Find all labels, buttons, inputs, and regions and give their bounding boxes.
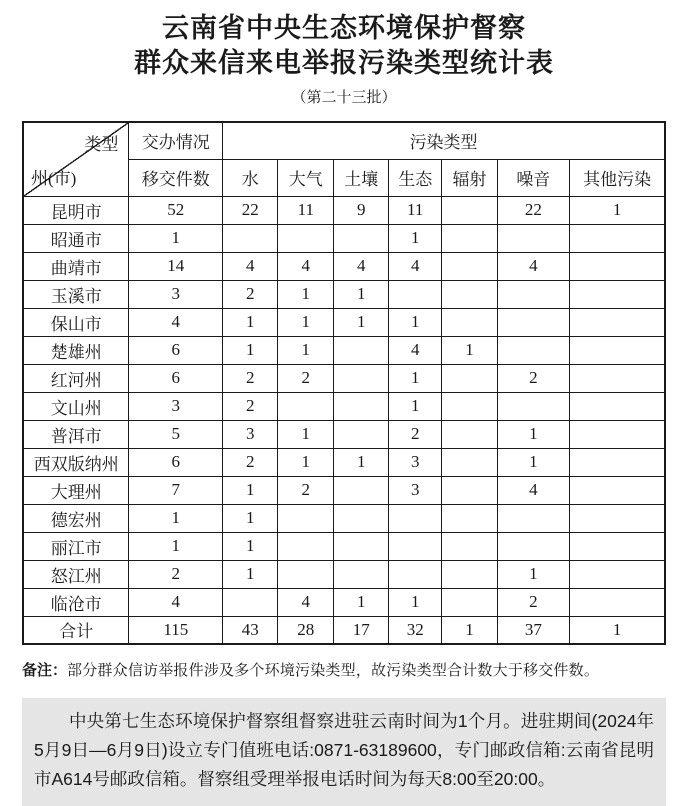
- value-cell: [278, 560, 334, 588]
- page-title-line-1: 云南省中央生态环境保护督察: [162, 13, 526, 43]
- value-cell: [442, 532, 498, 560]
- value-cell: [389, 560, 442, 588]
- region-cell: 西双版纳州: [23, 448, 129, 476]
- value-cell: 2: [129, 560, 223, 588]
- value-cell: [442, 448, 498, 476]
- value-cell: 2: [278, 476, 334, 504]
- value-cell: [569, 420, 665, 448]
- region-cell: 玉溪市: [23, 280, 129, 308]
- column-header-water: 水: [223, 159, 278, 196]
- value-cell: 1: [334, 588, 389, 616]
- value-cell: 1: [223, 476, 278, 504]
- region-cell: 昆明市: [23, 196, 129, 224]
- value-cell: [334, 476, 389, 504]
- value-cell: [569, 588, 665, 616]
- value-cell: 3: [129, 392, 223, 420]
- column-header-radiation: 辐射: [442, 159, 498, 196]
- value-cell: [569, 336, 665, 364]
- region-cell: 合计: [23, 616, 129, 644]
- column-header-air: 大气: [278, 159, 334, 196]
- value-cell: 6: [129, 364, 223, 392]
- table-row: [23, 448, 665, 476]
- value-cell: [569, 252, 665, 280]
- value-cell: 2: [223, 364, 278, 392]
- value-cell: 2: [223, 280, 278, 308]
- value-cell: 1: [334, 280, 389, 308]
- value-cell: [497, 336, 569, 364]
- value-cell: 4: [223, 252, 278, 280]
- value-cell: [389, 532, 442, 560]
- table-row: [23, 504, 665, 532]
- value-cell: 1: [223, 532, 278, 560]
- region-cell: 红河州: [23, 364, 129, 392]
- value-cell: 5: [129, 420, 223, 448]
- value-cell: 3: [389, 448, 442, 476]
- value-cell: 1: [223, 560, 278, 588]
- value-cell: 115: [129, 616, 223, 644]
- value-cell: [497, 224, 569, 252]
- region-cell: 丽江市: [23, 532, 129, 560]
- value-cell: 1: [278, 280, 334, 308]
- value-cell: 2: [389, 420, 442, 448]
- value-cell: 22: [223, 196, 278, 224]
- value-cell: 4: [129, 308, 223, 336]
- value-cell: 3: [223, 420, 278, 448]
- value-cell: 1: [278, 336, 334, 364]
- value-cell: 17: [334, 616, 389, 644]
- value-cell: [223, 588, 278, 616]
- pollution-stats-table: [22, 121, 666, 645]
- value-cell: 1: [129, 224, 223, 252]
- value-cell: 1: [569, 196, 665, 224]
- value-cell: 1: [129, 504, 223, 532]
- value-cell: [442, 308, 498, 336]
- value-cell: [278, 532, 334, 560]
- table-row: [23, 280, 665, 308]
- value-cell: [334, 420, 389, 448]
- remark-text: 部分群众信访举报件涉及多个环境污染类型，故污染类型合计数大于移交件数。: [67, 661, 600, 679]
- value-cell: [389, 280, 442, 308]
- value-cell: 52: [129, 196, 223, 224]
- value-cell: 4: [389, 252, 442, 280]
- value-cell: [497, 504, 569, 532]
- value-cell: [334, 224, 389, 252]
- value-cell: [334, 504, 389, 532]
- value-cell: [569, 308, 665, 336]
- region-cell: 临沧市: [23, 588, 129, 616]
- value-cell: 1: [497, 420, 569, 448]
- value-cell: [569, 532, 665, 560]
- value-cell: [334, 336, 389, 364]
- value-cell: 1: [223, 336, 278, 364]
- value-cell: 4: [278, 588, 334, 616]
- value-cell: [442, 196, 498, 224]
- page-subtitle: （第二十三批）: [291, 88, 397, 106]
- value-cell: 2: [223, 392, 278, 420]
- value-cell: [569, 560, 665, 588]
- region-cell: 大理州: [23, 476, 129, 504]
- remark-label: 备注：: [22, 662, 68, 679]
- corner-cell: [23, 122, 129, 196]
- table-row: [23, 532, 665, 560]
- value-cell: [569, 280, 665, 308]
- table-row: [23, 224, 665, 252]
- table-row: [23, 392, 665, 420]
- region-cell: 楚雄州: [23, 336, 129, 364]
- value-cell: 4: [497, 476, 569, 504]
- value-cell: 2: [497, 364, 569, 392]
- value-cell: 1: [334, 448, 389, 476]
- region-cell: 普洱市: [23, 420, 129, 448]
- value-cell: 3: [389, 476, 442, 504]
- value-cell: 1: [497, 560, 569, 588]
- table-row: [23, 476, 665, 504]
- remark-line: [22, 660, 666, 681]
- value-cell: [442, 364, 498, 392]
- value-cell: 11: [389, 196, 442, 224]
- value-cell: 3: [129, 280, 223, 308]
- table-row: [23, 588, 665, 616]
- value-cell: 1: [223, 504, 278, 532]
- value-cell: 11: [278, 196, 334, 224]
- table-row: [23, 560, 665, 588]
- value-cell: [442, 504, 498, 532]
- value-cell: [442, 476, 498, 504]
- table-row: [23, 196, 665, 224]
- value-cell: [442, 392, 498, 420]
- table-row: [23, 308, 665, 336]
- value-cell: 1: [129, 532, 223, 560]
- group-header-pollution-type: 污染类型: [223, 122, 665, 159]
- value-cell: [334, 392, 389, 420]
- value-cell: [497, 280, 569, 308]
- value-cell: [442, 280, 498, 308]
- page-title-line-2: 群众来信来电举报污染类型统计表: [134, 48, 554, 78]
- value-cell: 1: [389, 224, 442, 252]
- table-row: [23, 336, 665, 364]
- table-header: [23, 122, 665, 196]
- region-cell: 怒江州: [23, 560, 129, 588]
- value-cell: 4: [278, 252, 334, 280]
- title-block: [0, 0, 688, 107]
- value-cell: 2: [497, 588, 569, 616]
- value-cell: [569, 224, 665, 252]
- value-cell: 1: [278, 308, 334, 336]
- region-cell: 文山州: [23, 392, 129, 420]
- region-cell: 昭通市: [23, 224, 129, 252]
- value-cell: [334, 560, 389, 588]
- value-cell: 7: [129, 476, 223, 504]
- value-cell: 14: [129, 252, 223, 280]
- value-cell: 4: [389, 336, 442, 364]
- column-header-other: 其他污染: [569, 159, 665, 196]
- value-cell: 2: [223, 448, 278, 476]
- value-cell: 1: [497, 448, 569, 476]
- value-cell: [278, 224, 334, 252]
- value-cell: 1: [334, 308, 389, 336]
- value-cell: 1: [389, 308, 442, 336]
- column-header-soil: 土壤: [334, 159, 389, 196]
- value-cell: 6: [129, 336, 223, 364]
- value-cell: 1: [442, 336, 498, 364]
- value-cell: [278, 392, 334, 420]
- value-cell: [442, 224, 498, 252]
- corner-label-type: 类型: [84, 135, 119, 154]
- value-cell: [497, 308, 569, 336]
- value-cell: [497, 532, 569, 560]
- value-cell: [389, 504, 442, 532]
- corner-label-region: 州(市): [31, 168, 77, 188]
- value-cell: 1: [278, 420, 334, 448]
- value-cell: 1: [569, 616, 665, 644]
- value-cell: [223, 224, 278, 252]
- value-cell: 22: [497, 196, 569, 224]
- table-row: [23, 364, 665, 392]
- value-cell: [278, 504, 334, 532]
- header-row-1: [23, 122, 665, 159]
- value-cell: 4: [334, 252, 389, 280]
- value-cell: 1: [223, 308, 278, 336]
- region-cell: 保山市: [23, 308, 129, 336]
- table-row: [23, 252, 665, 280]
- value-cell: [442, 252, 498, 280]
- value-cell: 1: [389, 588, 442, 616]
- value-cell: 1: [278, 448, 334, 476]
- region-cell: 德宏州: [23, 504, 129, 532]
- value-cell: [497, 392, 569, 420]
- inspection-info-text: 中央第七生态环境保护督察组督察进驻云南时间为1个月。进驻期间(2024年5月9日—6月9日)设立专门值班电话:0871-63189600，专门邮政信箱:云南省昆明市A614号邮政信箱。督察组受理举报电话时间为每天8:00至20:00。: [34, 711, 654, 789]
- region-cell: 曲靖市: [23, 252, 129, 280]
- column-header-transferred: 移交件数: [129, 159, 223, 196]
- value-cell: [334, 532, 389, 560]
- table-body: [23, 196, 665, 644]
- column-header-noise: 噪音: [497, 159, 569, 196]
- value-cell: [569, 392, 665, 420]
- group-header-handling: 交办情况: [129, 122, 223, 159]
- value-cell: 1: [389, 392, 442, 420]
- value-cell: 32: [389, 616, 442, 644]
- value-cell: 6: [129, 448, 223, 476]
- value-cell: [569, 448, 665, 476]
- table-row: [23, 420, 665, 448]
- value-cell: [569, 364, 665, 392]
- value-cell: [569, 504, 665, 532]
- column-header-ecology: 生态: [389, 159, 442, 196]
- value-cell: 28: [278, 616, 334, 644]
- inspection-info-box: [22, 698, 666, 806]
- value-cell: [442, 560, 498, 588]
- value-cell: [442, 588, 498, 616]
- value-cell: 4: [497, 252, 569, 280]
- value-cell: 9: [334, 196, 389, 224]
- value-cell: 1: [389, 364, 442, 392]
- value-cell: [569, 476, 665, 504]
- value-cell: 4: [129, 588, 223, 616]
- total-row: [23, 616, 665, 644]
- value-cell: [334, 364, 389, 392]
- value-cell: 2: [278, 364, 334, 392]
- value-cell: 43: [223, 616, 278, 644]
- value-cell: 37: [497, 616, 569, 644]
- value-cell: 1: [442, 616, 498, 644]
- value-cell: [442, 420, 498, 448]
